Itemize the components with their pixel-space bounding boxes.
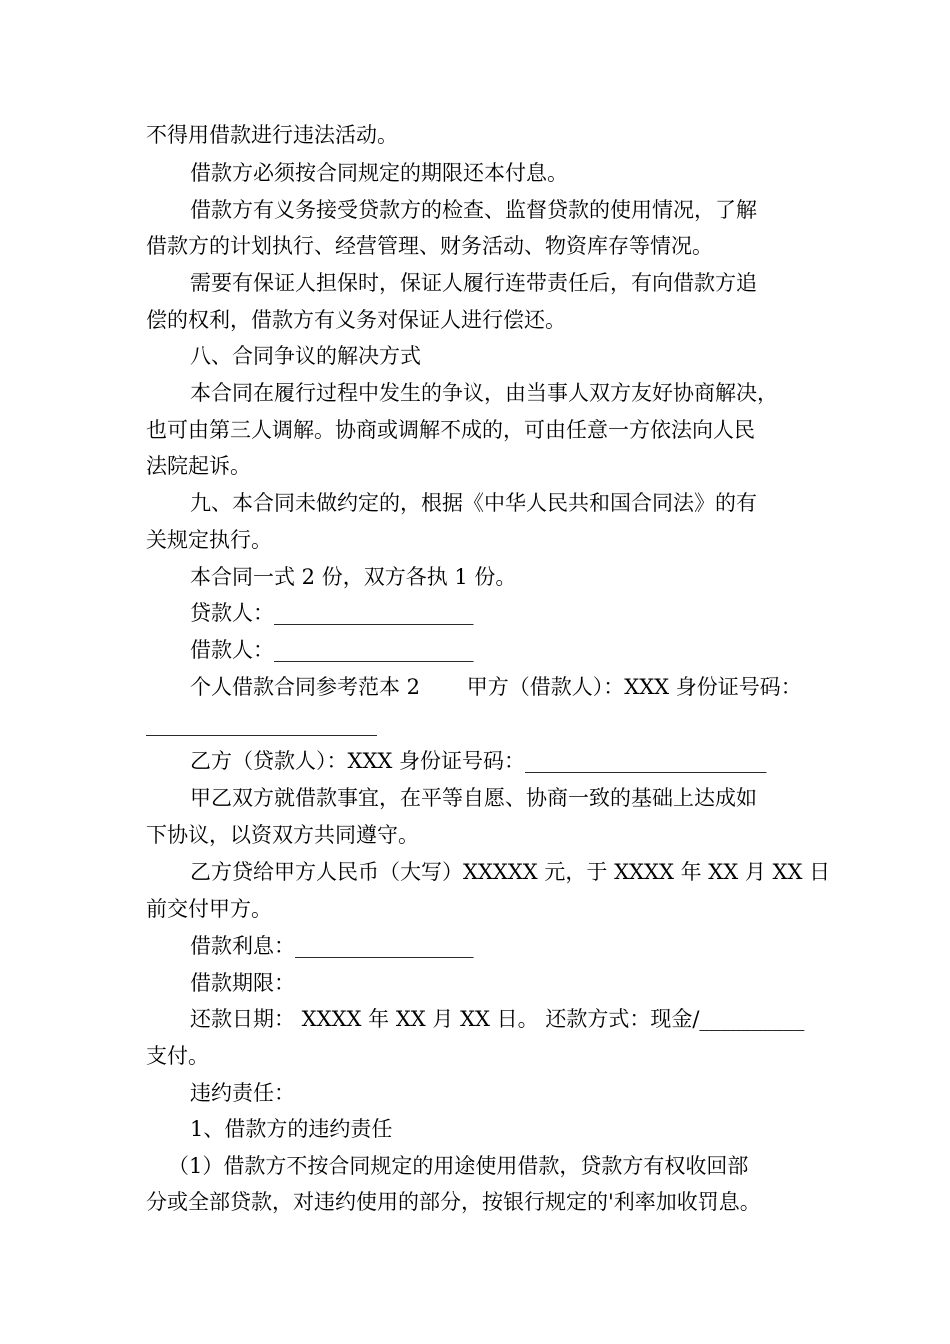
text-line: 本合同在履行过程中发生的争议，由当事人双方友好协商解决， [190,381,778,405]
text-line: 不得用借款进行违法活动。 [146,123,398,147]
contract-title-line: 个人借款合同参考范本 2 甲方（借款人）：XXX 身份证号码： [190,675,802,699]
text-line: 本合同一式 2 份，双方各执 1 份。 [190,565,517,589]
interest-line: 借款利息：_________________ [190,934,474,958]
text-line: （1）借款方不按合同规定的用途使用借款，贷款方有权收回部 [168,1154,749,1178]
text-line: 下协议，以资双方共同遵守。 [146,823,419,847]
text-line: 需要有保证人担保时，保证人履行连带责任后，有向借款方追 [190,271,757,295]
text-line: 关规定执行。 [146,528,272,552]
text-line: 法院起诉。 [146,454,251,478]
text-line: 前交付甲方。 [146,897,272,921]
loan-term-line: 借款期限： [190,971,295,995]
lender-signature-line: 贷款人：___________________ [190,601,474,625]
borrower-signature-line: 借款人：___________________ [190,638,474,662]
section-heading: 违约责任： [190,1081,295,1105]
text-line: 分或全部贷款，对违约使用的部分，按银行规定的'利率加收罚息。 [146,1190,761,1214]
text-line: 也可由第三人调解。协商或调解不成的，可由任意一方依法向人民 [146,418,755,442]
text-line: 借款方必须按合同规定的期限还本付息。 [190,161,568,185]
repayment-date-line: 还款日期： XXXX 年 XX 月 XX 日。 还款方式：现金/__________ [190,1007,805,1031]
section-heading: 八、合同争议的解决方式 [190,344,421,368]
text-line: 甲乙双方就借款事宜，在平等自愿、协商一致的基础上达成如 [190,786,757,810]
text-line: 乙方（贷款人）：XXX 身份证号码：_______________________ [190,749,767,773]
section-heading: 九、本合同未做约定的，根据《中华人民共和国合同法》的有 [190,491,757,515]
text-line: 偿的权利，借款方有义务对保证人进行偿还。 [146,308,566,332]
section-heading: 1、借款方的违约责任 [190,1117,393,1141]
text-line: 乙方贷给甲方人民币（大写）XXXXX 元，于 XXXX 年 XX 月 XX 日 [190,860,831,884]
text-line: ______________________ [146,712,377,736]
text-line: 支付。 [146,1044,209,1068]
text-line: 借款方的计划执行、经营管理、财务活动、物资库存等情况。 [146,234,713,258]
text-line: 借款方有义务接受贷款方的检查、监督贷款的使用情况，了解 [190,198,757,222]
